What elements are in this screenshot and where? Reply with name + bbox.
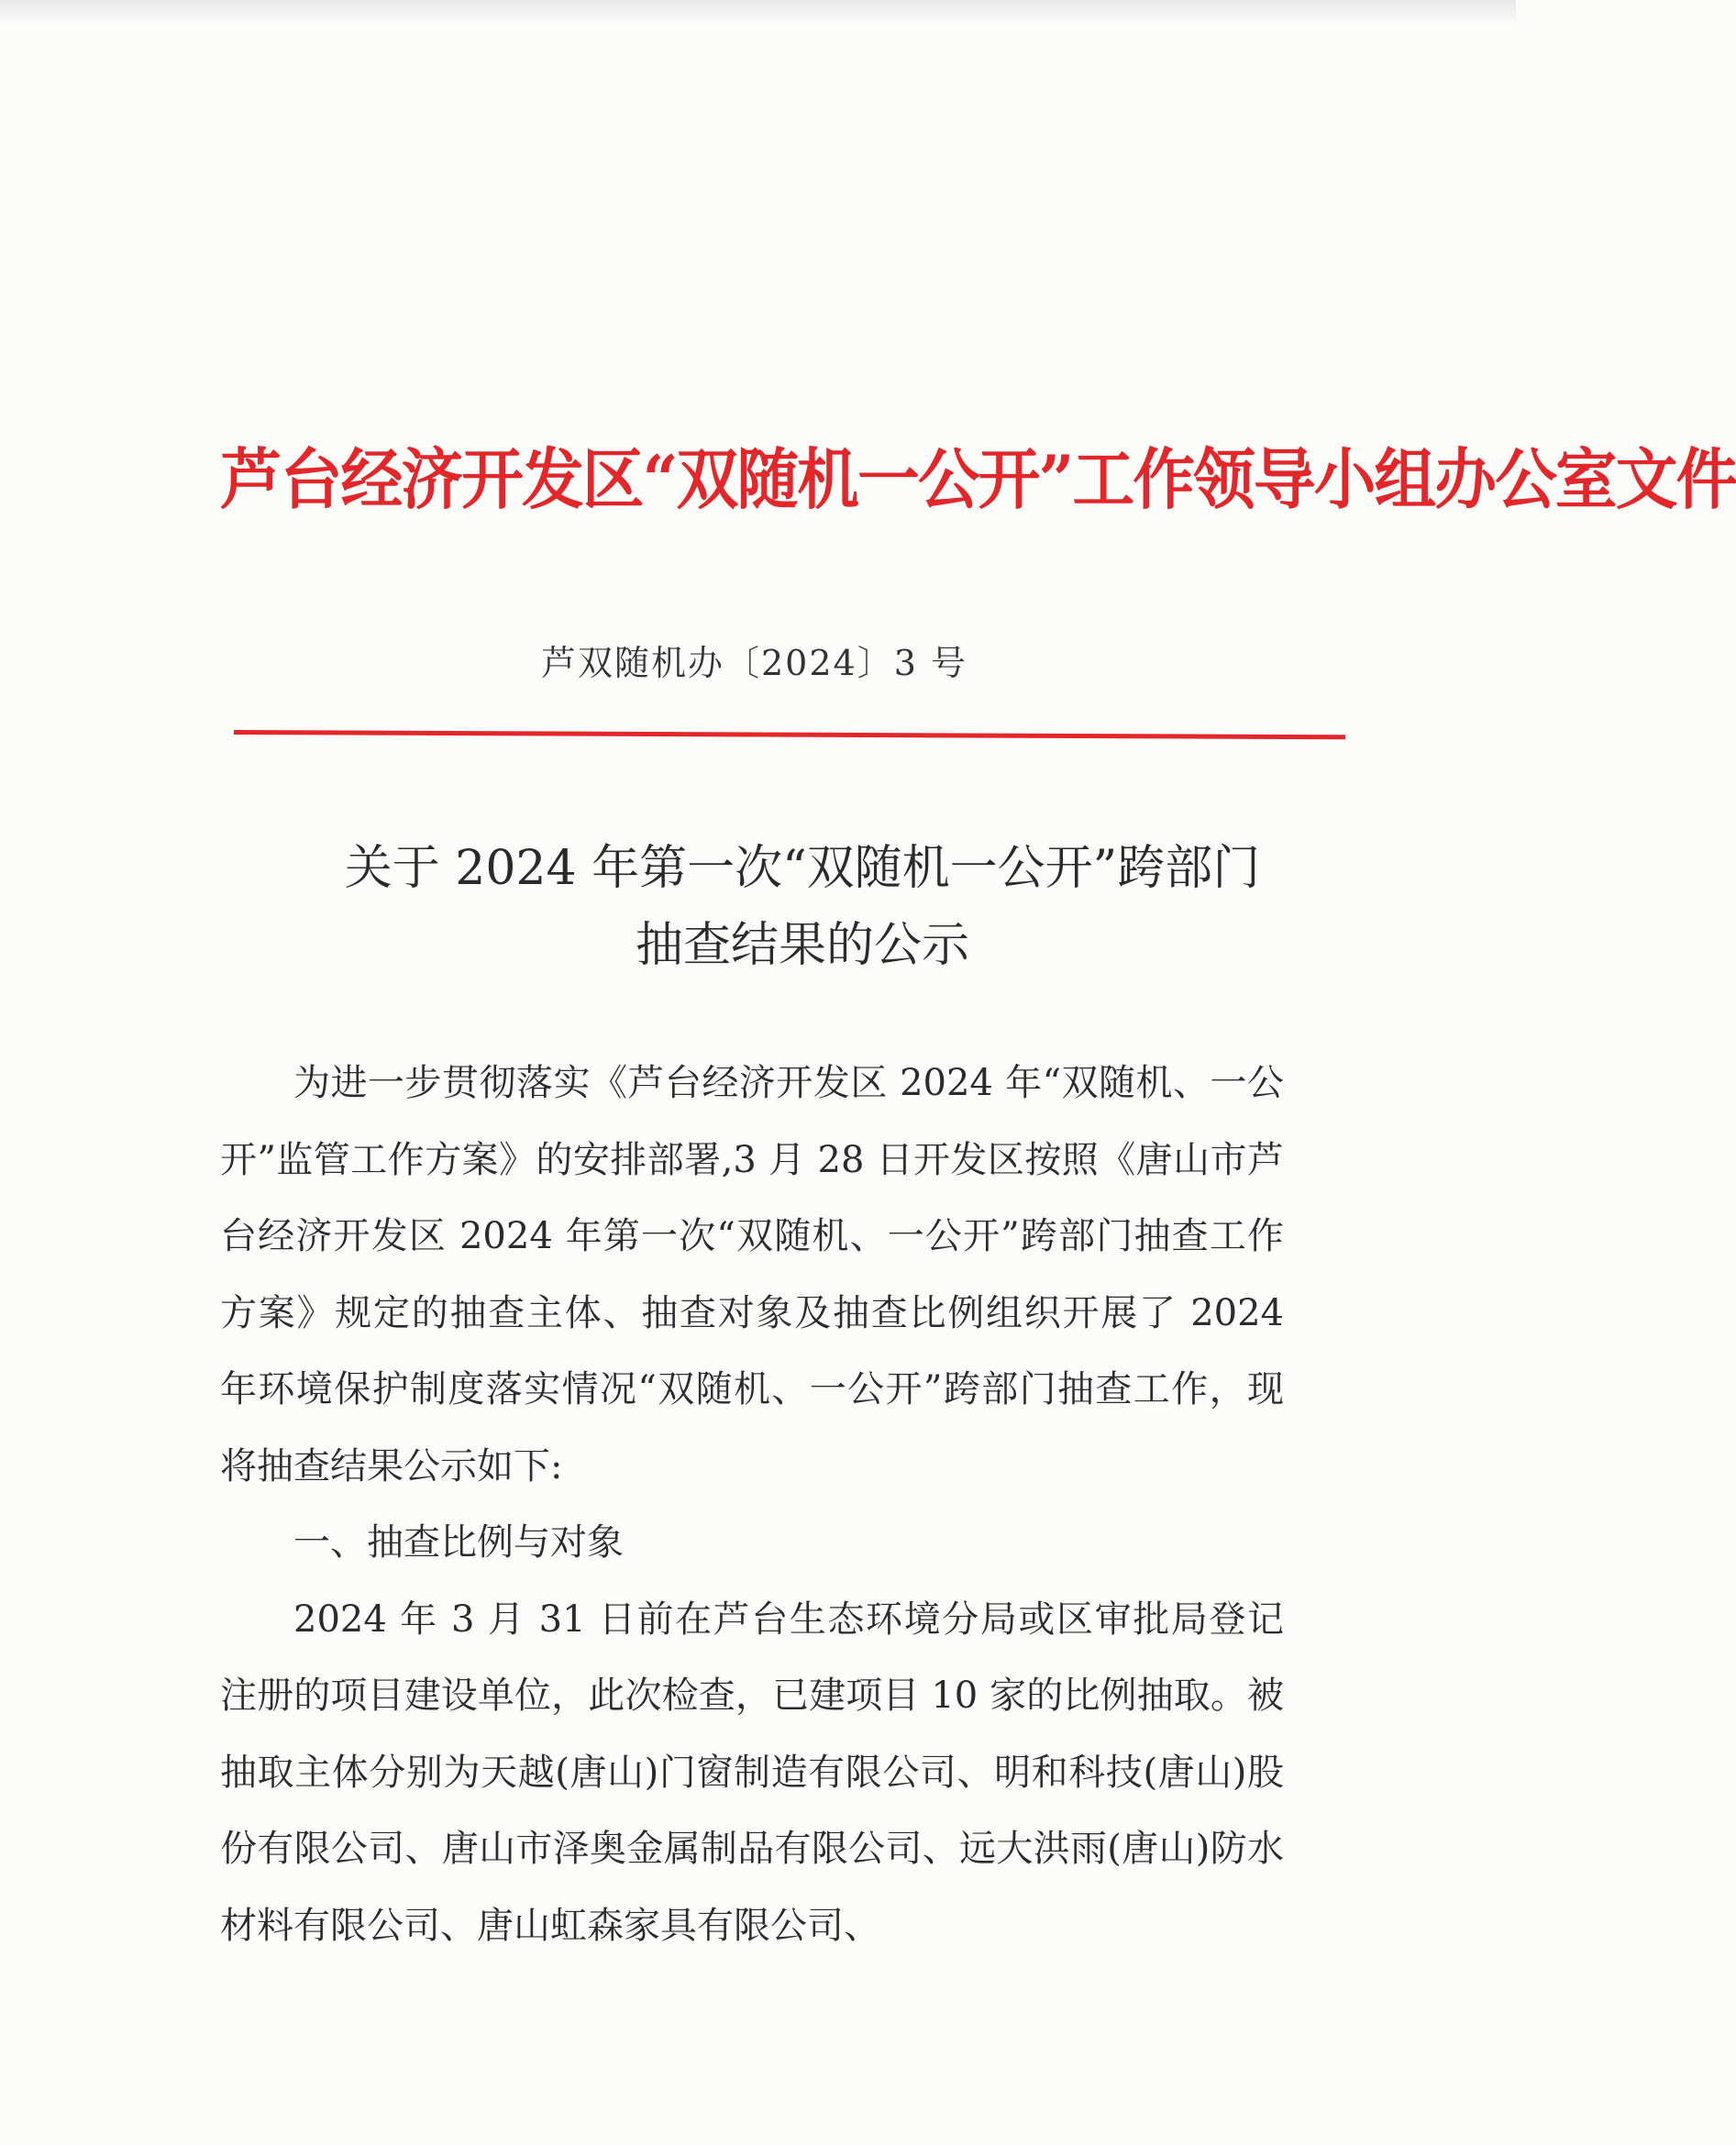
document-number: 芦双随机办〔2024〕3 号 <box>541 643 968 683</box>
document-title-line-1: 关于 2024 年第一次“双随机一公开”跨部门 <box>344 841 1261 896</box>
intro-paragraph: 为进一步贯彻落实《芦台经济开发区 2024 年“双随机、一公开”监管工作方案》的安排部署,3 月 28 日开发区按照《唐山市芦台经济开发区 2024 年第一次“双随机、一公开”跨部门抽查工作方案》规定的抽查主体、抽查对象及抽查比例组织开展了 2024 年环境保护制度落实情况“双随机、一公开”跨部门抽查工作，现将抽查结果公示如下: <box>220 1062 1284 1487</box>
scan-edge-shadow <box>0 0 1516 26</box>
document-title-line-2: 抽查结果的公示 <box>635 918 969 973</box>
document-title <box>312 830 1293 984</box>
red-divider-line <box>234 730 1345 739</box>
section-heading-1: 一、抽查比例与对象 <box>293 1521 624 1564</box>
org-header-title: 芦台经济开发区“双随机一公开”工作领导小组办公室文件 <box>220 440 1736 518</box>
section-paragraph-1: 2024 年 3 月 31 日前在芦台生态环境分局或区审批局登记注册的项目建设单位，此次检查，已建项目 10 家的比例抽取。被抽取主体分别为天越(唐山)门窗制造有限公司、明和科技(唐山)股份有限公司、唐山市泽奥金属制品有限公司、远大洪雨(唐山)防水材料有限公司、唐山虹森家具有限公司、 <box>220 1598 1284 1947</box>
document-body <box>220 1045 1284 1964</box>
